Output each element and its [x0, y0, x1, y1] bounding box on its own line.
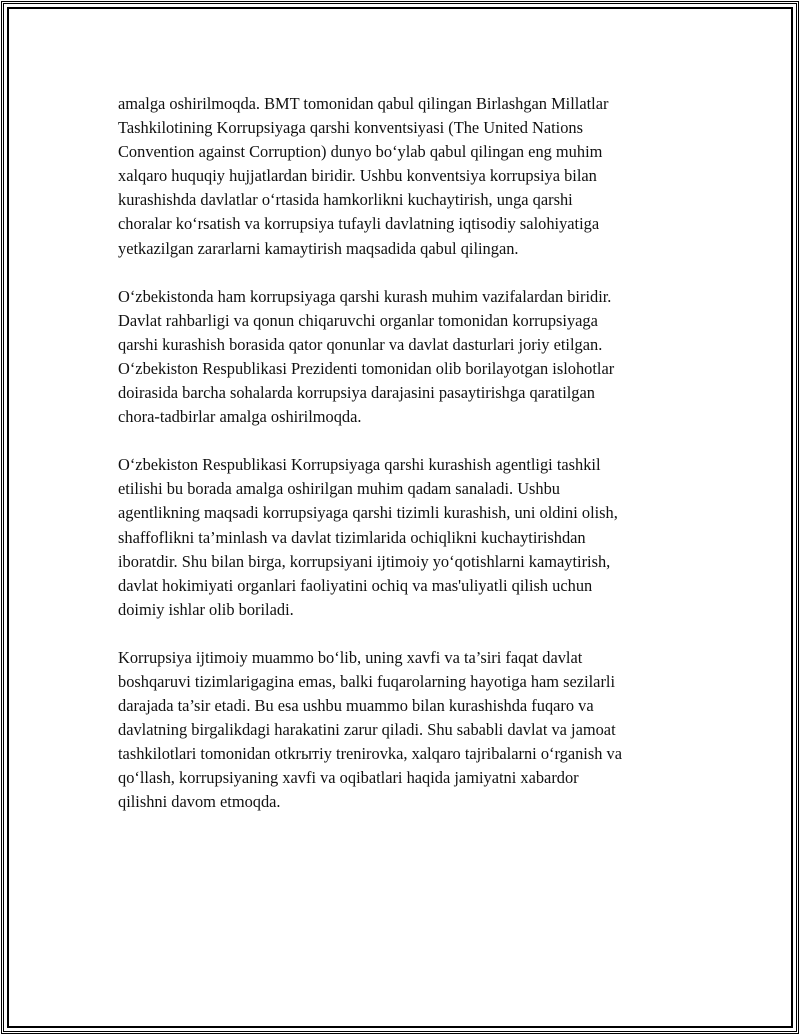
paragraph-social-problem: Korrupsiya ijtimoiy muammo bo‘lib, uning xavfi va ta’siri faqat davlat boshqaruvi tizimlarigagina emas, balki fuqarolarning hayotiga ham sezilarli darajada ta’sir etadi. Bu esa ushbu muammo bilan kurashishda fuqaro va davlatning birgalikdagi harakatini zarur qiladi. Shu sababli davlat va jamoat tashkilotlari tomonidan otkrытiy trenirovka, xalqaro tajribalarni o‘rganish va qo‘llash, korrupsiyaning xavfi va oqibatlari haqida jamiyatni xabardor qilishni davom etmoqda.	[118, 647, 622, 812]
paragraph-uzbekistan-fight: O‘zbekistonda ham korrupsiyaga qarshi kurash muhim vazifalardan biridir. Davlat rahbarligi va qonun chiqaruvchi organlar tomonidan korrupsiyaga qarshi kurashish borasida qator qonunlar va davlat dasturlari joriy etilgan. O‘zbekiston Respublikasi Prezidenti tomonidan olib borilayotgan islohotlar doirasida barcha sohalarda korrupsiya darajasini pasaytirishga qaratilgan chora-tadbirlar amalga oshirilmoqda.	[118, 286, 615, 427]
paragraph-un-convention: amalga oshirilmoqda. BMT tomonidan qabul qilingan Birlashgan Millatlar Tashkilotining Korrupsiyaga qarshi konventsiyasi (The United Nations Convention against Corruption) dunyo bo‘ylab qabul qilingan eng muhim xalqaro huquqiy hujjatlardan biridir. Ushbu konventsiya korrupsiya bilan kurashishda davlatlar o‘rtasida hamkorlikni kuchaytirish, unga qarshi choralar ko‘rsatish va korrupsiya tufayli davlatning iqtisodiy salohiyatiga yetkazilgan zararlarni kamaytirish maqsadida qabul qilingan.	[118, 94, 609, 258]
document-body	[118, 92, 698, 839]
paragraph-anticorruption-agency: O‘zbekiston Respublikasi Korrupsiyaga qarshi kurashish agentligi tashkil etilishi bu borada amalga oshirilgan muhim qadam sanaladi. Ushbu agentlikning maqsadi korrupsiyaga qarshi tizimli kurashish, uni oldini olish, shaffoflikni ta’minlash va davlat tizimlarida ochiqlikni kuchaytirishdan iboratdir. Shu bilan birga, korrupsiyani ijtimoiy yo‘qotishlarni kamaytirish, davlat hokimiyati organlari faoliyatini ochiq va mas'uliyatli qilish uchun doimiy ishlar olib boriladi.	[118, 455, 618, 619]
